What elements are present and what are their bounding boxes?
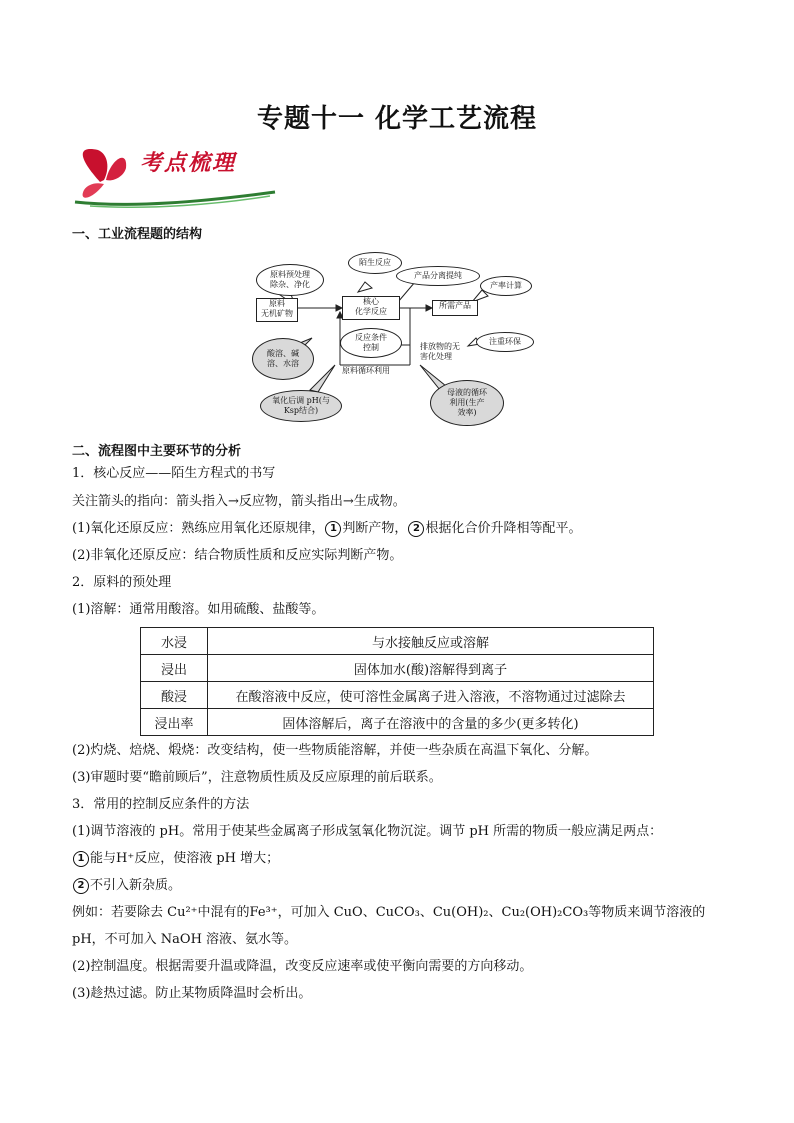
s3-p5: pH，不可加入 NaOH 溶液、氨水等。: [72, 932, 298, 947]
table-value: 固体加水(酸)溶解得到离子: [208, 655, 654, 682]
s2-p1: (1)溶解：通常用酸溶。如用硫酸、盐酸等。: [72, 602, 325, 617]
table-value: 固体溶解后，离子在溶液中的含量的多少(更多转化): [208, 709, 654, 736]
butterfly-icon: [83, 149, 108, 182]
table-value: 在酸溶液中反应，使可溶性金属离子进入溶液，不溶物通过过滤除去: [208, 682, 654, 709]
s1-p3: (2)非氧化还原反应：结合物质性质和反应实际判断产物。: [72, 548, 403, 563]
table-key: 水浸: [141, 628, 208, 655]
section2-heading: 二、流程图中主要环节的分析: [72, 444, 242, 459]
process-flow-diagram: [240, 250, 560, 430]
s3-p2-text: 能与H⁺反应，使溶液 pH 增大；: [90, 851, 280, 866]
section1-heading: 一、工业流程题的结构: [72, 227, 203, 242]
mother-liquor-bubble: 母液的循环 利用(生产 效率): [430, 380, 504, 426]
banner-title: 考点梳理: [140, 150, 237, 176]
discharge-label: 排放物的无 害化处理: [420, 342, 460, 361]
conditions-bubble: 反应条件 控制: [340, 328, 402, 358]
s3-title: 3．常用的控制反应条件的方法: [72, 797, 250, 812]
s3-p1: (1)调节溶液的 pH。常用于使某些金属离子形成氢氧化物沉淀。调节 pH 所需的物质一般应满足两点：: [72, 824, 663, 839]
yield-bubble: 产率计算: [480, 276, 532, 296]
leaching-table: [140, 627, 654, 736]
s1-title: 1．核心反应——陌生方程式的书写: [72, 466, 276, 481]
page-title: 专题十一 化学工艺流程: [256, 104, 538, 134]
separation-bubble: 产品分离提纯: [396, 266, 480, 286]
s2-title: 2．原料的预处理: [72, 575, 172, 590]
table-key: 浸出: [141, 655, 208, 682]
dissolve-bubble: 酸溶、碱 溶、水溶: [252, 338, 314, 380]
s1-p2: [72, 520, 732, 538]
table-key: 浸出率: [141, 709, 208, 736]
s2-p3: (3)审题时要“瞻前顾后”，注意物质性质及反应原理的前后联系。: [72, 770, 442, 785]
s3-p7: (3)趁热过滤。防止某物质降温时会析出。: [72, 986, 312, 1001]
s1-p2b: 判断产物，: [342, 521, 408, 536]
unfamiliar-reaction-bubble: 陌生反应: [348, 252, 402, 274]
pretreat-bubble: 原料预处理 除杂、净化: [256, 264, 324, 296]
s3-p6: (2)控制温度。根据需要升温或降温，改变反应速率或使平衡向需要的方向移动。: [72, 959, 533, 974]
s1-p2c: 根据化合价升降相等配平。: [425, 521, 582, 536]
table-key: 酸浸: [141, 682, 208, 709]
table-value: 与水接触反应或溶解: [208, 628, 654, 655]
table-row: [141, 682, 654, 709]
circled-one-icon: 1: [325, 521, 341, 537]
s3-p3: [72, 877, 732, 895]
s3-p3-text: 不引入新杂质。: [90, 878, 182, 893]
core-reaction-box: 核心 化学反应: [342, 296, 400, 320]
recycle-label: 原料循环利用: [342, 366, 390, 375]
circled-one-icon: 1: [73, 851, 89, 867]
s1-p2a: (1)氧化还原反应：熟练应用氧化还原规律，: [72, 521, 325, 536]
s3-p4: 例如：若要除去 Cu²⁺中混有的Fe³⁺，可加入 CuO、CuCO₃、Cu(OH)₂、Cu₂(OH)₂CO₃等物质来调节溶液的: [72, 905, 706, 920]
green-bubble: 注重环保: [476, 332, 534, 352]
s3-p2: [72, 850, 732, 868]
s1-p1: 关注箭头的指向：箭头指入→反应物，箭头指出→生成物。: [72, 494, 406, 509]
product-box: 所需产品: [432, 300, 478, 316]
ph-adjust-bubble: 氧化后调 pH(与 Ksp结合): [260, 390, 342, 422]
table-row: [141, 655, 654, 682]
s2-p2: (2)灼烧、焙烧、煅烧：改变结构，使一些物质能溶解，并使一些杂质在高温下氧化、分解。: [72, 743, 598, 758]
raw-material-box: 原料 无机矿物: [256, 298, 298, 322]
table-row: [141, 628, 654, 655]
circled-two-icon: 2: [73, 878, 89, 894]
table-row: [141, 709, 654, 736]
circled-two-icon: 2: [408, 521, 424, 537]
